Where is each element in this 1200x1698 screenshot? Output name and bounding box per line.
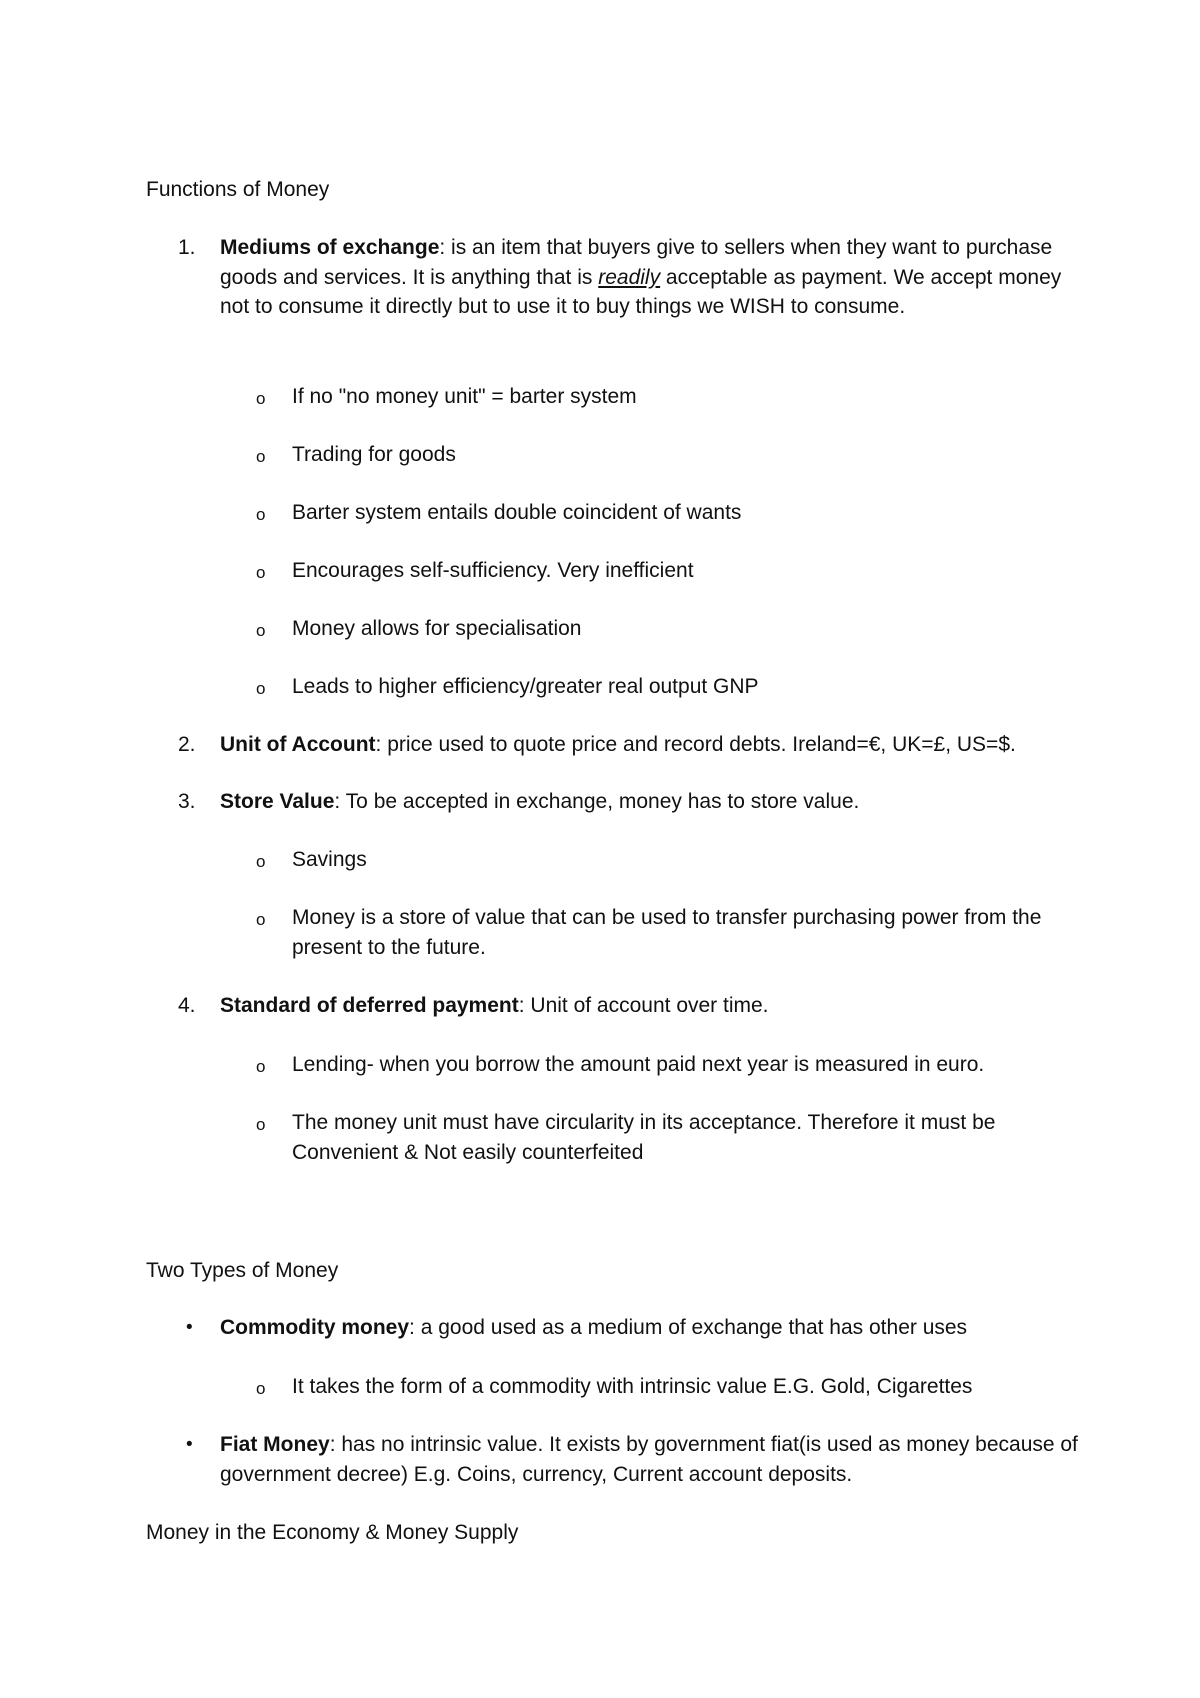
- circle-bullet-icon: o: [256, 1057, 266, 1076]
- numbered-item-2: [178, 730, 1078, 760]
- subpoint: [248, 614, 1088, 644]
- emphasized-word: readily: [598, 265, 661, 289]
- section-heading-two-types-of-money: Two Types of Money: [146, 1259, 339, 1282]
- subpoint-text: It takes the form of a commodity with intrinsic value E.G. Gold, Cigarettes: [292, 1375, 973, 1398]
- item-number: 2.: [178, 733, 196, 756]
- subpoint: [248, 903, 1088, 962]
- circle-bullet-icon: o: [256, 389, 266, 408]
- section-heading-functions-of-money: Functions of Money: [146, 178, 330, 201]
- item-term: Fiat Money: [220, 1433, 330, 1456]
- item-body: : has no intrinsic value. It exists by government fiat(is used as money because of government decree) E.g. Coins, currency, Current account deposits.: [220, 1433, 1078, 1486]
- subpoint: [248, 845, 1088, 875]
- bullet-item-fiat-money: [178, 1430, 1078, 1489]
- subpoint-text: Trading for goods: [292, 443, 456, 466]
- subpoint: [248, 440, 1088, 470]
- circle-bullet-icon: o: [256, 1115, 266, 1134]
- circle-bullet-icon: o: [256, 679, 266, 698]
- subpoint-text: Encourages self-sufficiency. Very inefficient: [292, 559, 694, 582]
- subpoint: [248, 672, 1088, 702]
- item-number: 3.: [178, 790, 196, 813]
- subpoint: [248, 1050, 1088, 1080]
- item-term: Standard of deferred payment: [220, 994, 519, 1017]
- subpoint-text: Savings: [292, 848, 367, 871]
- subpoint: [248, 1108, 1088, 1167]
- circle-bullet-icon: o: [256, 505, 266, 524]
- bullet-icon: •: [186, 1317, 193, 1338]
- subpoint: [248, 556, 1088, 586]
- item-body: : a good used as a medium of exchange that has other uses: [409, 1316, 968, 1339]
- numbered-item-4: [178, 991, 1078, 1021]
- section-heading-money-in-the-economy: Money in the Economy & Money Supply: [146, 1521, 519, 1544]
- subpoint-text: Barter system entails double coincident of wants: [292, 501, 742, 524]
- subpoint-text: The money unit must have circularity in its acceptance. Therefore it must be Convenient & Not easily counterfeited: [292, 1111, 996, 1164]
- item-text: [220, 787, 1078, 817]
- item-term: Mediums of exchange: [220, 236, 440, 259]
- numbered-item-1: [178, 233, 1078, 322]
- item-text: [220, 1313, 1078, 1343]
- numbered-item-3: [178, 787, 1078, 817]
- subpoint: [248, 382, 1088, 412]
- item-text: [220, 991, 1078, 1021]
- subpoint-text: If no "no money unit" = barter system: [292, 385, 637, 408]
- item-body-continued: acceptable as payment. We accept money not to consume it directly but to use it to buy things we WISH to consume.: [220, 265, 1062, 318]
- subpoint-text: Money is a store of value that can be used to transfer purchasing power from the present to the future.: [292, 906, 1042, 959]
- item-text: [220, 1430, 1078, 1489]
- item-text: [220, 730, 1078, 760]
- circle-bullet-icon: o: [256, 852, 266, 871]
- item-number: 4.: [178, 994, 196, 1017]
- item-body: : is an item that buyers give to sellers when they want to purchase goods and services. It is anything that is: [220, 236, 1053, 289]
- bullet-icon: •: [186, 1434, 193, 1455]
- bullet-item-commodity-money: [178, 1313, 1078, 1343]
- circle-bullet-icon: o: [256, 910, 266, 929]
- subpoint: [248, 1372, 1088, 1402]
- subpoint-text: Lending- when you borrow the amount paid next year is measured in euro.: [292, 1053, 985, 1076]
- item-term: Unit of Account: [220, 733, 376, 756]
- item-number: 1.: [178, 236, 196, 259]
- subpoint-text: Money allows for specialisation: [292, 617, 582, 640]
- subpoint-text: Leads to higher efficiency/greater real output GNP: [292, 675, 759, 698]
- item-term: Commodity money: [220, 1316, 410, 1339]
- item-text: [220, 233, 1078, 322]
- subpoint: [248, 498, 1088, 528]
- item-term: Store Value: [220, 790, 335, 813]
- item-body: : To be accepted in exchange, money has to store value.: [334, 790, 860, 813]
- item-body: : Unit of account over time.: [518, 994, 769, 1017]
- circle-bullet-icon: o: [256, 1379, 266, 1398]
- circle-bullet-icon: o: [256, 621, 266, 640]
- circle-bullet-icon: o: [256, 563, 266, 582]
- item-body: : price used to quote price and record debts. Ireland=€, UK=£, US=$.: [375, 733, 1016, 756]
- circle-bullet-icon: o: [256, 447, 266, 466]
